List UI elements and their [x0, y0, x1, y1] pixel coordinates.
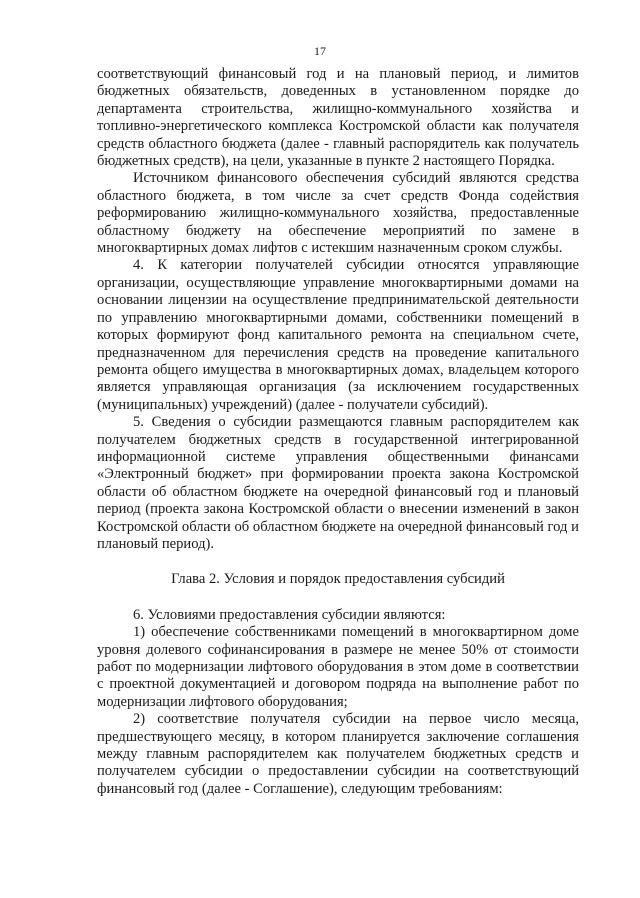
document-body	[97, 66, 579, 798]
page-number: 17	[314, 44, 326, 58]
paragraph-item-6: 6. Условиями предоставления субсидии являются:	[133, 606, 446, 623]
chapter-title: Глава 2. Условия и порядок предоставления субсидий	[171, 571, 505, 588]
paragraph-subitem-2: 2) соответствие получателя субсидии на первое число месяца, предшествующего месяцу, в котором планируется заключение соглашения между главным распорядителем как получателем бюджетных средств и получателем субсидии о предоставлении субсидии на соответствующий финансовый год (далее - Соглашение), следующим требованиям:	[97, 711, 579, 797]
paragraph-item-4: 4. К категории получателей субсидии относятся управляющие организации, осуществляющие управление многоквартирными домами на основании лицензии на осуществление предпринимательской деятельности по управлению многоквартирными домами, собственники помещений в которых формируют фонд капитального ремонта на специальном счете, предназначенном для перечисления средств на проведение капитального ремонта общего имущества в многоквартирных домах, владельцем которого является управляющая организация (за исключением государственных (муниципальных) учреждений) (далее - получатели субсидий).	[97, 257, 579, 413]
paragraph-continued: соответствующий финансовый год и на плановый период, и лимитов бюджетных обязательств, доведенных в установленном порядке до департамента строительства, жилищно-коммунального хозяйства и топливно-энергетического комплекса Костромской области как получателя средств областного бюджета (далее - главный распорядитель как получатель бюджетных средств), на цели, указанные в пункте 2 настоящего Порядка.	[97, 66, 579, 170]
paragraph-item-5: 5. Сведения о субсидии размещаются главным распорядителем как получателем бюджетных средств в государственной интегрированной информационной системе управления общественными финансами «Электронный бюджет» при формировании проекта закона Костромской области об областном бюджете на очередной финансовый год и плановый период (проекта закона Костромской области о внесении изменений в закон Костромской области об областном бюджете на очередной финансовый год и плановый период).	[97, 414, 579, 552]
paragraph-funding-source: Источником финансового обеспечения субсидий являются средства областного бюджета, в том числе за счет средств Фонда содействия реформированию жилищно-коммунального хозяйства, предоставленные областному бюджету на обеспечение мероприятий по замене в многоквартирных домах лифтов с истекшим назначенным сроком службы.	[97, 170, 579, 257]
paragraph-subitem-1: 1) обеспечение собственниками помещений в многоквартирном доме уровня долевого софинансирования в размере не менее 50% от стоимости работ по модернизации лифтового оборудования в этом доме в соответствии с проектной документацией и договором подряда на выполнение работ по модернизации лифтового оборудования;	[97, 624, 579, 710]
